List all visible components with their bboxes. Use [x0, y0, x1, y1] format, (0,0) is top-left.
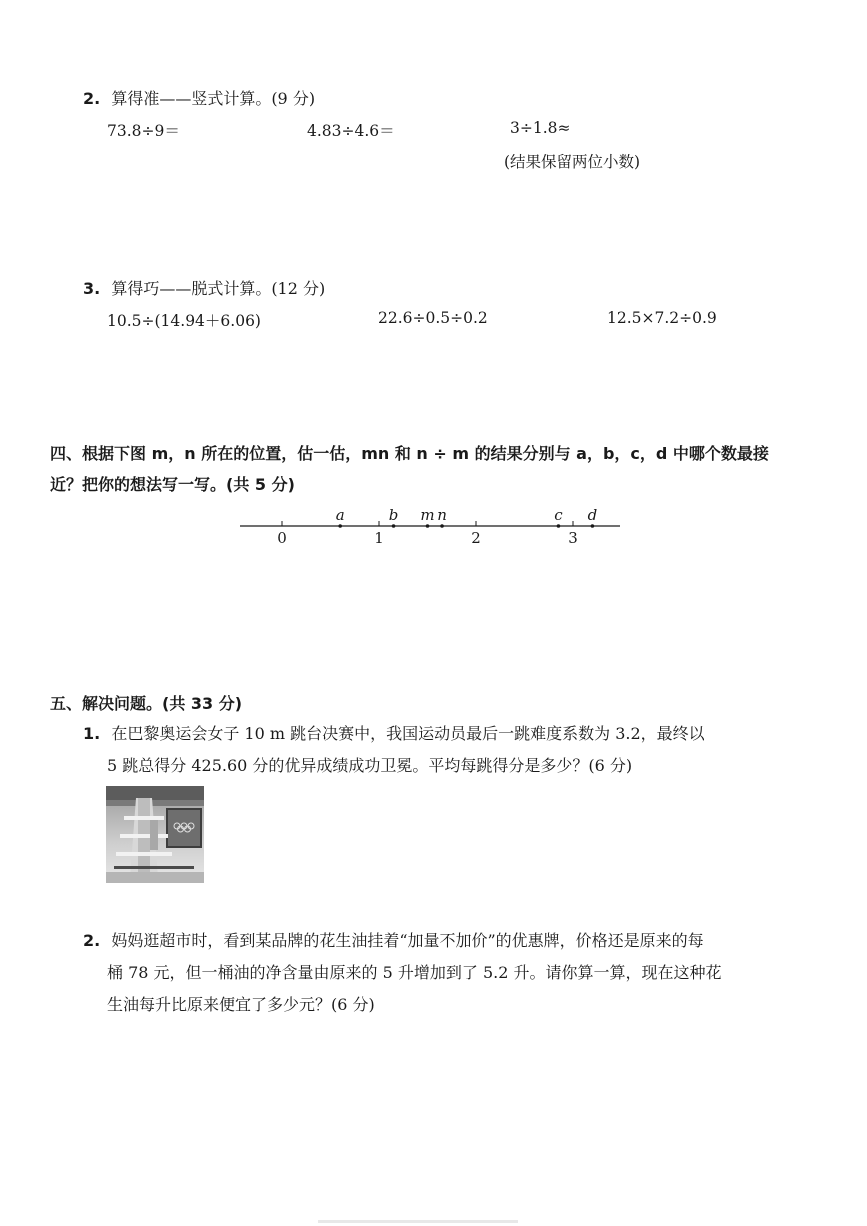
- q2-title: 算得准——竖式计算。(9 分): [111, 89, 316, 108]
- s5-problem1-line2: 5 跳总得分 425.60 分的优异成绩成功卫冕。平均每跳得分是多少？(6 分): [107, 756, 633, 775]
- s5-problem2-line3: 生油每升比原来便宜了多少元？(6 分): [107, 995, 375, 1014]
- q3-number: 3.: [83, 279, 101, 298]
- diving-platform-photo: [106, 786, 204, 883]
- number-line-tick-label: 2: [471, 529, 481, 547]
- number-line-point-m: [426, 524, 430, 528]
- q2-problem-3: 3÷1.8≈: [510, 119, 571, 137]
- number-line-point-label-n: n: [437, 506, 447, 524]
- s5-problem1-line1: 在巴黎奥运会女子 10 m 跳台决赛中，我国运动员最后一跳难度系数为 3.2，最终以: [111, 724, 705, 743]
- section4-line1: 四、根据下图 m，n 所在的位置，估一估，mn 和 n ÷ m 的结果分别与 a，b，c，d 中哪个数最接: [50, 444, 769, 463]
- s5-problem2-line1: 妈妈逛超市时，看到某品牌的花生油挂着“加量不加价”的优惠牌，价格还是原来的每: [111, 931, 704, 950]
- number-line-point-c: [557, 524, 561, 528]
- s5-problem2-line2: 桶 78 元，但一桶油的净含量由原来的 5 升增加到了 5.2 升。请你算一算，现在这种花: [107, 963, 722, 982]
- number-line-point-label-a: a: [335, 506, 345, 524]
- q3-problem-2: 22.6÷0.5÷0.2: [378, 309, 488, 327]
- number-line-point-b: [392, 524, 396, 528]
- number-line-point-label-c: c: [554, 506, 563, 524]
- number-line-point-n: [440, 524, 444, 528]
- s5-problem1-number: 1.: [83, 724, 101, 743]
- number-line-point-a: [338, 524, 342, 528]
- number-line-tick-label: 1: [374, 529, 384, 547]
- q3-title-row: [83, 276, 325, 299]
- section5-title: 五、解决问题。(共 33 分): [50, 694, 243, 713]
- s5-problem1-line1-row: [83, 717, 705, 750]
- q2-problem-1: 73.8÷9＝: [107, 122, 180, 140]
- q2-title-row: [83, 86, 315, 109]
- number-line-tick-label: 0: [277, 529, 287, 547]
- q3-problem-1: 10.5÷(14.94＋6.06): [107, 312, 261, 330]
- q2-rounding-note: (结果保留两位小数): [504, 153, 641, 171]
- q3-title: 算得巧——脱式计算。(12 分): [111, 279, 326, 298]
- number-line: [238, 500, 628, 550]
- q2-problem-2: 4.83÷4.6＝: [307, 122, 395, 140]
- s5-problem2-line1-row: [83, 924, 704, 957]
- number-line-point-label-m: m: [420, 506, 435, 524]
- number-line-tick-label: 3: [568, 529, 578, 547]
- section4-line2: 近？把你的想法写一写。(共 5 分): [50, 475, 295, 494]
- number-line-point-label-b: b: [388, 506, 399, 524]
- page-footer-divider: [318, 1220, 518, 1223]
- q2-number: 2.: [83, 89, 101, 108]
- number-line-point-label-d: d: [587, 506, 598, 524]
- q3-problem-3: 12.5×7.2÷0.9: [607, 309, 717, 327]
- number-line-point-d: [591, 524, 595, 528]
- s5-problem2-number: 2.: [83, 931, 101, 950]
